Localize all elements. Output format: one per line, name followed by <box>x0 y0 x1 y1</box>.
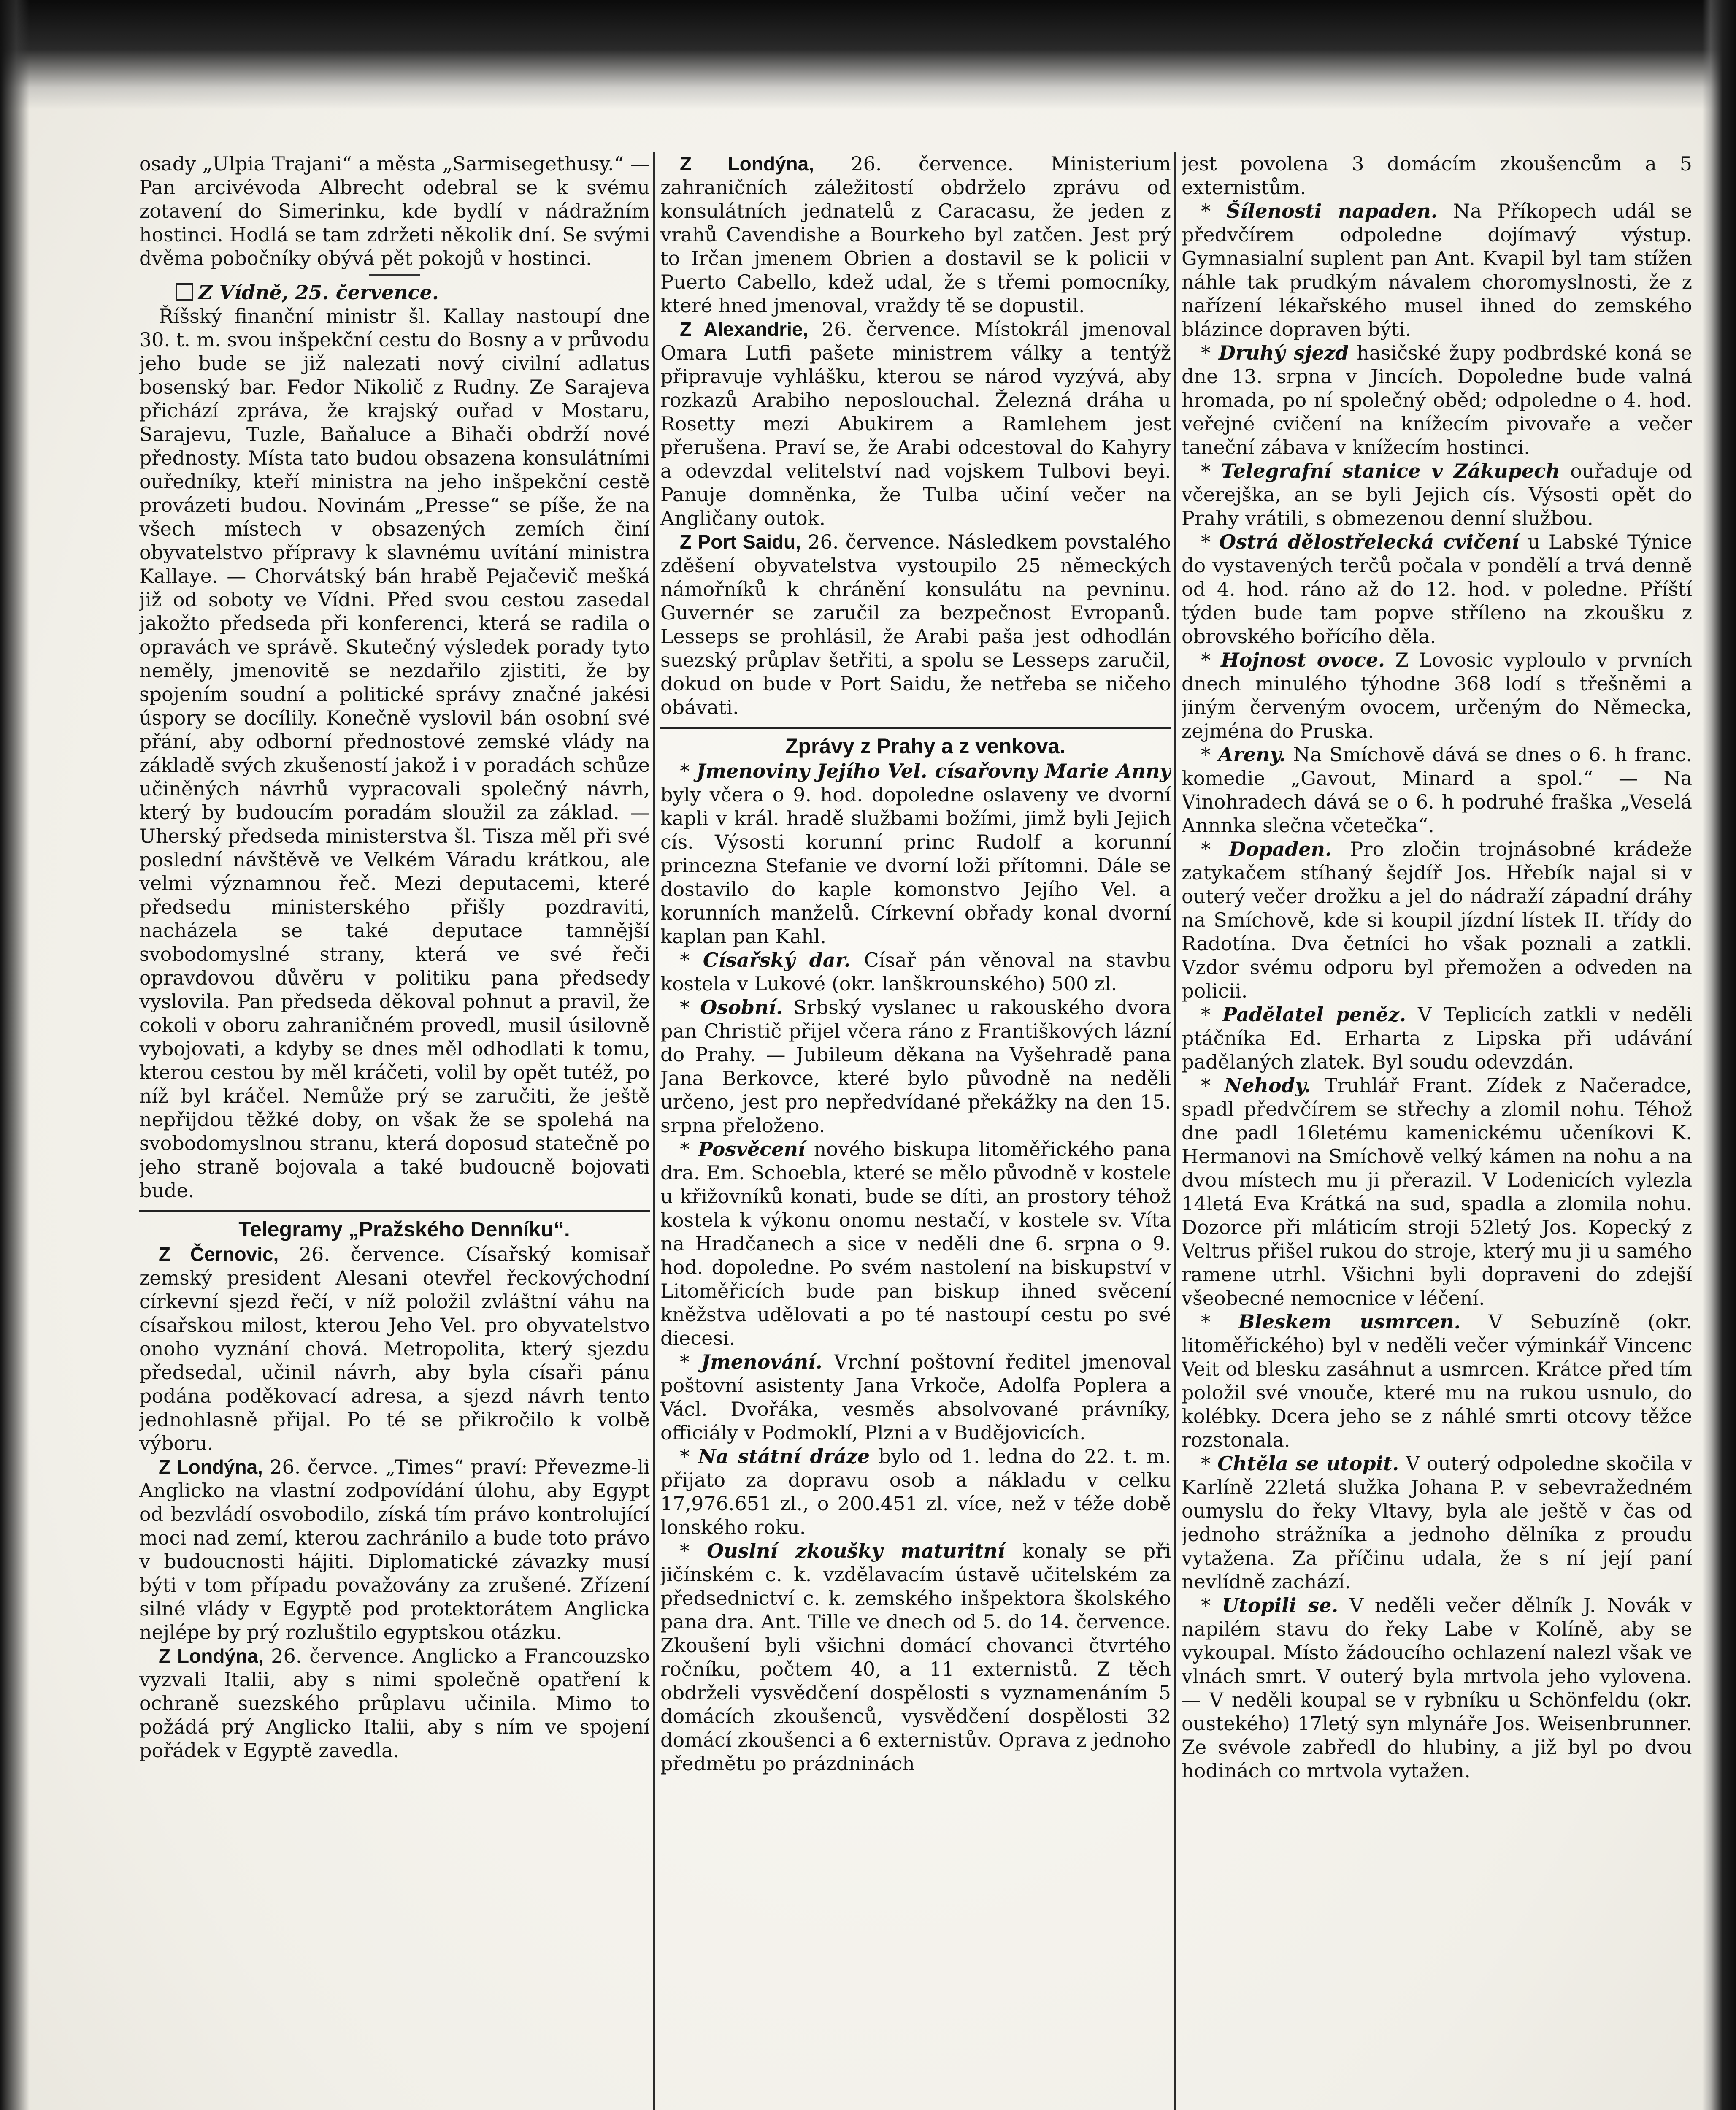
telegram: Z Černovic, 26. července. Císařský komisař zemský president Alesani otevřel řeckovýchodní církevní sjezd řečí, v níž položil zvláštní váhu na císařskou milost, kterou Jeho Vel. pro obyvatelstvo onoho vyznání chová. Metropolita, který sjezdu předsedal, učinil návrh, aby byla císaři pánu podána poděkovací adresa, a sjezd návrh tento jednohlasně přijal. Po té se přikročilo k volbě výboru. <box>139 1243 650 1455</box>
news-item: * Osobní. Srbský vyslanec u rakouského dvora pan Christič přijel včera ráno z Františkových lázní do Prahy. — Jubileum děkana na Vyšehradě pana Jana Berkovce, které bylo původně na neděli určeno, jest pro nepředvídané překážky na den 15. srpna přeloženo. <box>660 996 1171 1137</box>
news-item: * Padělatel peněz. V Teplicích zatkli v neděli ptáčníka Ed. Erharta z Lipska při udávání padělaných zlatek. Byl soudu odevzdán. <box>1182 1003 1692 1073</box>
news-item: * Utopili se. V neděli večer dělník J. Novák v napilém stavu do řeky Labe v Kolíně, aby se vykoupal. Místo žádoucího ochlazení nalezl však ve vlnách smrt. V outerý byla mrtvola jeho vylovena. — V neděli koupal se v rybníku u Schönfeldu (okr. oustekého) 17letý syn mlynáře Jos. Weisenbrunner. Ze svévole zabředl do hlubiny, a již byl po dvou hodinách co mrtvola vytažen. <box>1182 1594 1692 1782</box>
news-item: * Nehody. Truhlář Frant. Zídek z Načeradce, spadl předvčírem se střechy a zlomil nohu. Téhož dne padl 16letému kamenickému učeníkovi K. Hermanovi na Smíchově velký kámen na nohu a na dvou místech mu ji přerazil. V Lodenicích vylezla 14letá Eva Krátká na sud, spadla a zlomila nohu. Dozorce při mláticím stroji 52letý Jos. Kopecký z Veltrus přišel rukou do stroje, který mu ji u samého ramene utrhl. Všichni byli dopraveni do zdejší všeobecné nemocnice v léčení. <box>1182 1074 1692 1309</box>
column-3 <box>1182 152 1692 2110</box>
news-item: * Šílenosti napaden. Na Příkopech udál se předvčírem odpoledne dojímavý výstup. Gymnasialní suplent pan Ant. Kvapil byl tam stížen náhle tak prudkým návalem choromyslnosti, že z nařízení lékařského musel ihned do zemského blázince dopraven býti. <box>1182 200 1692 341</box>
separator <box>660 727 1171 729</box>
news-item: * Telegrafní stanice v Zákupech ouřaduje od včerejška, an se byli Jejich cís. Výsosti opět do Prahy vrátili, s obmezenou denní službou. <box>1182 460 1692 530</box>
scan-edge-top <box>0 0 1736 110</box>
column-rule <box>653 152 655 2110</box>
section-heading: Zprávy z Prahy a z venkova. <box>785 734 1066 758</box>
separator <box>139 1210 650 1212</box>
square-marker-icon <box>176 283 193 301</box>
column-2 <box>660 152 1171 2110</box>
article-text: Říšský finanční ministr šl. Kallay nastoupí dne 30. t. m. svou inšpekční cestu do Bosny a v průvodu jeho bude se již nalezati nový civilní adlatus bosenský bar. Fedor Nikolič z Rudny. Ze Sarajeva přichází zpráva, že krajský ouřad v Mostaru, Sarajevu, Tuzle, Baňaluce a Bihači obdrží nové přednosty. Místa tato budou obsazena konsulátními ouředníky, kteří ministra na jeho inšpekční cestě provázeti budou. Novinám „Presse“ se píše, že na všech místech v obsazených zemích činí obyvatelstvo přípravy k slavnému uvítání ministra Kallaye. — Chorvátský bán hrabě Pejačevič mešká již od soboty ve Vídni. Před svou cestou zasedal jakožto předseda při konferenci, která se radila o opravách ve správě. Skutečný výsledek porady tyto neměly, jmenovitě se nezdařilo zjistiti, že by spojením soudní a politické správy značné jakési úspory se docílily. Konečně vyslovil bán osobní své přání, aby odborní přednostové zemské vlády na základě svých zkušeností jakož i v poradách schůze učiněných návrhů vypracovali společný návrh, který by budoucím poradám sloužil za základ. — Uherský předseda ministerstva šl. Tisza měl při své poslední návštěvě ve Velkém Váradu krátkou, ale velmi významnou řeč. Mezi deputacemi, které předsedu ministerského přišly pozdraviti, nacházela se také deputace tamnější svobodomyslné strany, která ve své řeči opravdovou důvěru v politiku pana předsedy vyslovila. Pan předseda děkoval pohnut a pravil, že cokoli v oboru zahraničném provedl, musil úsilovně vybojovati, a kdyby se dnes měl odhodlati k tomu, kterou cestou by měl kráčeti, volil by opět tutéž, po níž byl kráčel. Nemůže prý se zaručiti, že ještě nepřijdou těžké doby, on však že se spolehá na svobodomyslnou stranu, která doposud statečně po jeho straně bojovala a také budoucně bojovati bude. <box>139 305 650 1202</box>
news-item: * Hojnost ovoce. Z Lovosic vyploulo v prvních dnech minulého týhodne 368 lodí s třešněmi a jiným červeným ovocem, určeným do Německa, zejména do Pruska. <box>1182 649 1692 742</box>
column-1 <box>139 152 650 2110</box>
news-item: * Na státní dráze bylo od 1. ledna do 22. t. m. přijato za dopravu osob a nákladu v celku 17,976.651 zl., o 200.451 zl. více, než v téže době lonského roku. <box>660 1445 1171 1539</box>
section-heading: Telegramy „Pražského Denníku“. <box>238 1217 570 1241</box>
telegram: Z Port Saidu, 26. července. Následkem povstalého zděšení obyvatelstva vystoupilo 25 německých námořníků k chránění konsulátu na pevninu. Guvernér se zaručil za bezpečnost Evropanů. Lesseps se prohlásil, že Arabi paša jest odhodlán suezský průplav šetřiti, a spolu se Lesseps zaručil, dokud on bude v Port Saidu, že netřeba se ničeho obávati. <box>660 530 1171 719</box>
news-item: * Druhý sjezd hasičské župy podbrdské koná se dne 13. srpna v Jincích. Dopoledne bude valná hromada, po ní společný oběd; odpoledne o 4. hod. veřejné cvičení na knížecím pivovaře a večer taneční zábava v knížecím hostinci. <box>1182 341 1692 459</box>
article-text: osady „Ulpia Trajani“ a města „Sarmisegethusy.“ — Pan arcivévoda Albrecht odebral se k svému zotavení do Simerinku, kde bydlí v nádražním hostinci. Hodlá se tam zdržeti několik dní. Se svými dvěma pobočníky obývá pět pokojů v hostinci. <box>139 152 650 270</box>
telegram: Z Londýna, 26. července. Anglicko a Francouzsko vyzvali Italii, aby s nimi společně opatření k ochraně suezského průplavu učinila. Mimo to požádá prý Anglicko Italii, aby s ním ve spojení pořádek v Egyptě zavedla. <box>139 1645 650 1762</box>
news-item: * Jmenování. Vrchní poštovní ředitel jmenoval poštovní asistenty Jana Vrkoče, Adolfa Poplera a Václ. Dvořáka, vesměs absolvované právníky, officiály v Podmoklí, Plzni a v Budějovicích. <box>660 1350 1171 1444</box>
news-item: * Ostrá dělostřelecká cvičení u Labské Týnice do vystavených terčů počala v pondělí a trvá denně od 4. hod. ráno až do 12. hod. v poledne. Příští týden bude tam popve stříleno na zkoušku z obrovského bořícího děla. <box>1182 530 1692 648</box>
scan-edge-right <box>1702 0 1736 2110</box>
article-text: jest povolena 3 domácím zkoušencům a 5 externistům. <box>1182 152 1692 199</box>
column-rule <box>1174 152 1176 2110</box>
news-item: * Posvěcení nového biskupa litoměřického pana dra. Em. Schoebla, které se mělo původně v kostele u křižovníků konati, bude se díti, an prostory téhož kostela k výkonu onomu nestačí, v kostele sv. Víta na Hradčanech a sice v neděli dne 6. srpna o 9. hod. dopoledne. Po svém nastolení na biskupství v Litoměřicích bude pan biskup ihned svěcení kněžstva udělovati a po té nastoupí cestu po své diecesi. <box>660 1138 1171 1350</box>
news-item: * Areny. Na Smíchově dává se dnes o 6. h franc. komedie „Gavout, Minard a spol.“ — Na Vinohradech dává se o 6. h podruhé fraška „Veselá Annnka slečna včetečka“. <box>1182 743 1692 837</box>
separator <box>369 274 420 276</box>
news-item: * Dopaden. Pro zločin trojnásobné krádeže zatykačem stíhaný šejdíř Jos. Hřebík najal si v outerý večer drožku a jel do nádraží západní dráhy na Smíchově, kde si koupil jízdní lístek II. třídy do Radotína. Dva četníci ho však poznali a zatkli. Vzdor svému odporu byl přemožen a odveden na policii. <box>1182 838 1692 1002</box>
news-item: * Ouslní zkoušky maturitní konaly se při jičínském c. k. vzdělavacím ústavě učitelském za předsednictví c. k. zemského inšpektora školského pana dra. Ant. Tille ve dnech od 5. do 14. července. Zkoušení byli všichni domácí chovanci čtvrtého ročníku, počtem 40, a 11 externistů. Z těch obdrželi vysvědčení dospělosti s vyznamenáním 5 domácích zkoušenců, vysvědčení dospělosti 32 domácí zkoušenci a 6 externistův. Oprava z jednoho předmětu po prázdninách <box>660 1539 1171 1775</box>
news-item: * Císařský dar. Císař pán věnoval na stavbu kostela v Lukové (okr. lanškrounského) 500 zl. <box>660 949 1171 995</box>
telegram: Z Londýna, 26. červce. „Times“ praví: Převezme-li Anglicko na vlastní zodpovídání úlohu, aby Egypt od bezvládí osvobodilo, získá tím právo kontrolující moci nad zemí, kterou zachránilo a bude toto právo v budoucnosti hájiti. Diplomatické závazky musí býti v tom případu považovány za zrušené. Zřízení silné vlády v Egyptě pod protektorátem Anglicka nejlépe by prý rozluštilo egyptskou otázku. <box>139 1455 650 1644</box>
news-item: * Bleskem usmrcen. V Sebuzíně (okr. litoměřického) byl v neděli večer výminkář Vincenc Veit od blesku zasáhnut a usmrcen. Krátce před tím položil své vnouče, které mu na rukou usnulo, do kolébky. Dcera jeho se z náhlé smrti otcovy těžce rozstonala. <box>1182 1310 1692 1451</box>
telegram: Z Londýna, 26. července. Ministerium zahraničních záležitostí obdrželo zprávu od konsulátních jednatelů z Caracasu, že jeden z vrahů Cavendishe a Bourkeho byl zatčen. Jest prý to Irčan jmenem Obrien a dostavil se k policii v Puerto Cabello, kdež udal, že s třemi pomocníky, které hned jmenoval, vraždy tě se dopustil. <box>660 152 1171 317</box>
dateline: Z Vídně, 25. července. <box>139 281 650 304</box>
telegram: Z Alexandrie, 26. července. Místokrál jmenoval Omara Lutfi pašete ministrem války a tentýž připravuje vyhlášku, kterou se národ vyzývá, aby rozkazů Arabiho neposlouchal. Železná dráha u Rosetty mezi Abukirem a Ramlehem jest přerušena. Praví se, že Arabi odcestoval do Kahyry a odevzdal velitelství nad vojskem Tulbovi beyi. Panuje domněnka, že Tulba učiní večer na Angličany outok. <box>660 318 1171 530</box>
news-item: * Chtěla se utopit. V outerý odpoledne skočila v Karlíně 22letá služka Johana P. v sebevražedném oumyslu do řeky Vltavy, byla ale ještě v čas od jednoho strážníka a jednoho dělníka z proudu vytažena. Za příčinu udala, že s ní její paní nevlídně zachází. <box>1182 1452 1692 1593</box>
scan-edge-left <box>0 0 30 2110</box>
news-item: * Jmenoviny Jejího Vel. císařovny Marie Anny byly včera o 9. hod. dopoledne oslaveny ve dvorní kapli v král. hradě službami božími, jimž byli Jejich cís. Výsosti korunní princ Rudolf a korunní princezna Stefanie ve dvorní loži přítomni. Dále se dostavilo do kaple komonstvo Jejího Vel. a korunních manželů. Církevní obřady konal dvorní kaplan pan Kahl. <box>660 760 1171 948</box>
